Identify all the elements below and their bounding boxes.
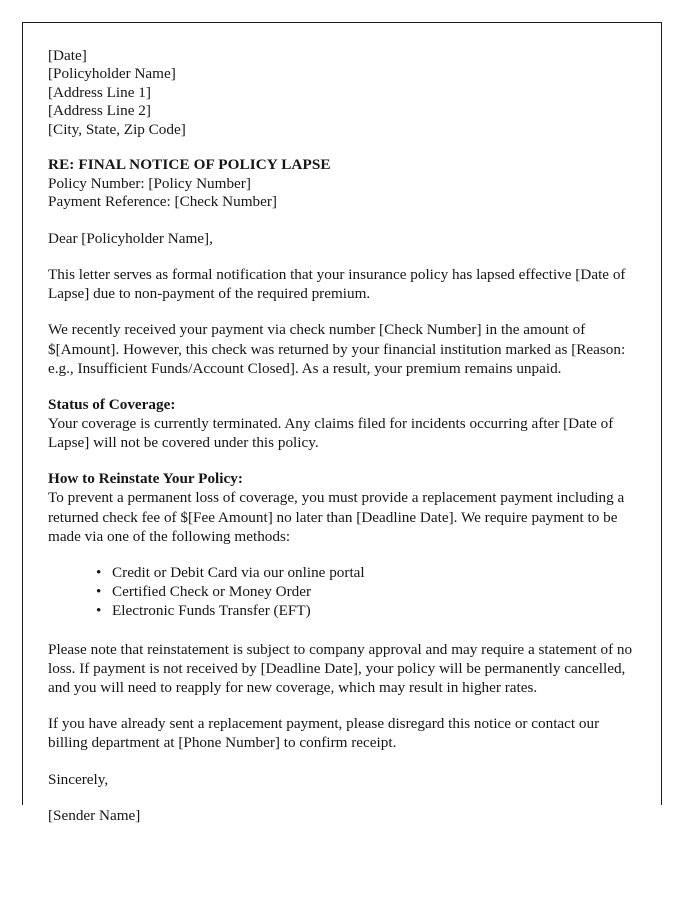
list-item-label: Electronic Funds Transfer (EFT) [112, 602, 311, 620]
list-item [48, 582, 638, 601]
list-item [48, 563, 638, 582]
document-page [22, 22, 662, 824]
spacer-after-paragraph-2 [48, 378, 638, 395]
paragraph-returned-check: We recently received your payment via check number [Check Number] in the amount of $[Amount]. However, this check was returned by your financial institution marked as [Reason: e.g., Insufficient Funds/Account Closed]. As a result, your premium remains unpaid. [48, 321, 626, 377]
salutation: Dear [Policyholder Name], [48, 229, 213, 247]
address-line-name: [Policyholder Name] [48, 65, 176, 83]
spacer-after-salutation [48, 248, 638, 265]
address-line-2: [Address Line 2] [48, 102, 151, 120]
spacer-before-signature [48, 789, 638, 806]
payment-reference-line: Payment Reference: [Check Number] [48, 193, 277, 211]
section-body-status-of-coverage: Your coverage is currently terminated. Any claims filed for incidents occurring after [Date of Lapse] will not be covered under this policy. [48, 415, 614, 452]
list-item [48, 601, 638, 620]
list-item-label: Certified Check or Money Order [112, 583, 312, 601]
spacer-after-paragraph-1 [48, 303, 638, 320]
bullet-icon: • [96, 564, 102, 582]
spacer-after-status-section [48, 452, 638, 469]
payment-methods-list [48, 563, 638, 621]
closing-salutation: Sincerely, [48, 770, 109, 788]
bullet-icon: • [96, 583, 102, 601]
recipient-address-block [48, 47, 638, 139]
spacer-after-methods-list [48, 621, 638, 640]
spacer-after-paragraph-4 [48, 753, 638, 770]
paragraph-lapse-notification: This letter serves as formal notification that your insurance policy has lapsed effective [Date of Lapse] due to non-payment of the required premium. [48, 266, 626, 303]
address-line-1: [Address Line 1] [48, 83, 151, 101]
section-heading-how-to-reinstate: How to Reinstate Your Policy: [48, 470, 243, 488]
paragraph-reinstatement-conditions: Please note that reinstatement is subject to company approval and may require a statement of no loss. If payment is not received by [Deadline Date], your policy will be permanently cancelled, and you will need to reapply for new coverage, which may result in higher rates. [48, 640, 633, 697]
address-line-city-state-zip: [City, State, Zip Code] [48, 120, 186, 138]
section-body-how-to-reinstate: To prevent a permanent loss of coverage, you must provide a replacement payment including a returned check fee of $[Fee Amount] no later than [Deadline Date]. We require payment to be made via one of the following methods: [48, 489, 625, 545]
spacer-after-address [48, 139, 638, 156]
paragraph-already-paid-notice: If you have already sent a replacement payment, please disregard this notice or contact our billing department at [Phone Number] to confirm receipt. [48, 715, 600, 752]
policy-number-line: Policy Number: [Policy Number] [48, 174, 251, 192]
sender-name: [Sender Name] [48, 806, 141, 824]
spacer-after-reference [48, 212, 638, 229]
section-heading-status-of-coverage: Status of Coverage: [48, 396, 176, 414]
spacer-before-methods-list [48, 546, 638, 563]
list-item-label: Credit or Debit Card via our online portal [112, 564, 365, 582]
bullet-icon: • [96, 602, 102, 620]
letter-content [48, 47, 638, 825]
spacer-after-paragraph-3 [48, 697, 638, 714]
address-line-date: [Date] [48, 47, 87, 64]
subject-heading: RE: FINAL NOTICE OF POLICY LAPSE [48, 156, 331, 174]
